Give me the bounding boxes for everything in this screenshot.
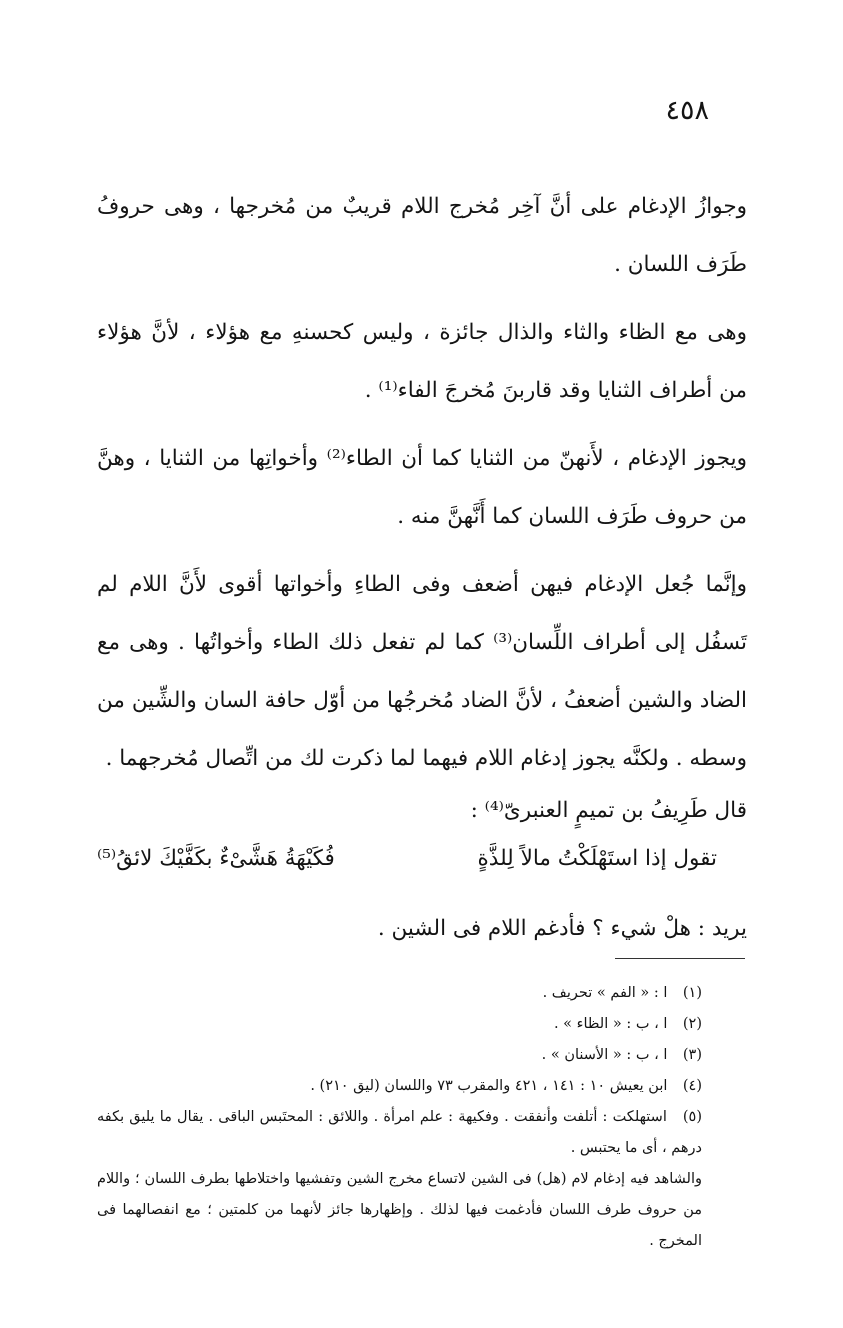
- footnotes: [97, 978, 747, 1257]
- footnote-5-number: (٥): [682, 1109, 702, 1125]
- footnote-4-number: (٤): [682, 1078, 702, 1094]
- paragraph-4: وإنَّما جُعل الإدغام فيهن أضعف وفى الطاءِ وأخواتها أقوى لأَنَّ اللام لم تَسفُل إلى أطراف اللِّسان⁽³⁾ كما لم تفعل ذلك الطاء وأخواتُها . وهى مع الضاد والشين أضعفُ ، لأنَّ الضاد مُخرجُها من أوّل حافة السان والشِّين من وسطه . ولكنَّه يجوز إدغام اللام فيهما لما ذكرت لك من اتِّصال مُخرجهما .: [97, 572, 747, 771]
- verse-second-hemistich: فُكَيْهَةُ هَشَّىْءٌ بكَفَّيْكَ لائقُ⁽⁵⁾: [97, 846, 335, 871]
- footnote-2-number: (٢): [682, 1016, 702, 1032]
- footnote-3: [97, 1040, 747, 1071]
- paragraph-2: وهى مع الظاء والثاء والذال جائزة ، وليس كحسنهِ مع هؤلاء ، لأنَّ هؤلاء من أطراف الثنايا وقد قاربنَ مُخرجَ الفاء⁽¹⁾ .: [97, 320, 747, 403]
- paragraph-1: وجوازُ الإدغام على أنَّ آخِر مُخرج اللام قريبٌ من مُخرجها ، وهى حروفُ طَرَف اللسان .: [97, 194, 747, 277]
- footnote-5: [97, 1102, 747, 1164]
- footnote-5-commentary: والشاهد فيه إدغام لام (هل) فى الشين لاتساع مخرج الشين وتفشيها واختلاطها بطرف اللسان ؛ واللام من حروف طرف اللسان فأدغمت فيها لذلك . وإظهارها جائز لأنهما من كلمتين ؛ مع انفصالهما فى المخرج .: [97, 1171, 702, 1249]
- footnote-3-number: (٣): [682, 1047, 702, 1063]
- paragraph-5-poet-intro: قال طَرِيفُ بن تميمٍ العنبرىّ⁽⁴⁾ :: [470, 798, 747, 823]
- footnote-1-text: ا : « الفم » تحريف .: [542, 985, 668, 1001]
- footnote-4-text: ابن يعيش ١٠ : ١٤١ ، ٤٢١ والمقرب ٧٣ واللسان (ليق ٢١٠) .: [310, 1078, 668, 1094]
- footnote-2: [97, 1009, 747, 1040]
- footnote-4: [97, 1071, 747, 1102]
- footnote-3-text: ا ، ب : « الأسنان » .: [541, 1047, 668, 1063]
- footnote-1-number: (١): [682, 985, 702, 1001]
- main-text: [97, 178, 747, 968]
- footnote-2-text: ا ، ب : « الظاء » .: [553, 1016, 668, 1032]
- verse-first-hemistich: تقول إذا استَهْلَكْتُ مالاً لِلذَّةٍ: [477, 846, 717, 871]
- poetry-verse: [97, 836, 747, 886]
- footnote-separator: [615, 958, 745, 959]
- paragraph-6: يريد : هلْ شيء ؟ فأدغم اللام فى الشين .: [377, 916, 747, 941]
- page-number: ٤٥٨: [665, 95, 709, 126]
- paragraph-3: ويجوز الإدغام ، لأَنهنّ من الثنايا كما أن الطاء⁽²⁾ وأخواتِها من الثنايا ، وهنَّ من حروف طَرَف اللسان كما أَنَّهنَّ منه .: [97, 446, 747, 529]
- footnote-1: [97, 978, 747, 1009]
- footnote-5-text: استهلكت : أتلفت وأنفقت . وفكيهة : علم امرأة . واللائق : المحتَبس الباقى . يقال ما يليق بكفه درهم ، أى ما يحتبس .: [97, 1109, 702, 1156]
